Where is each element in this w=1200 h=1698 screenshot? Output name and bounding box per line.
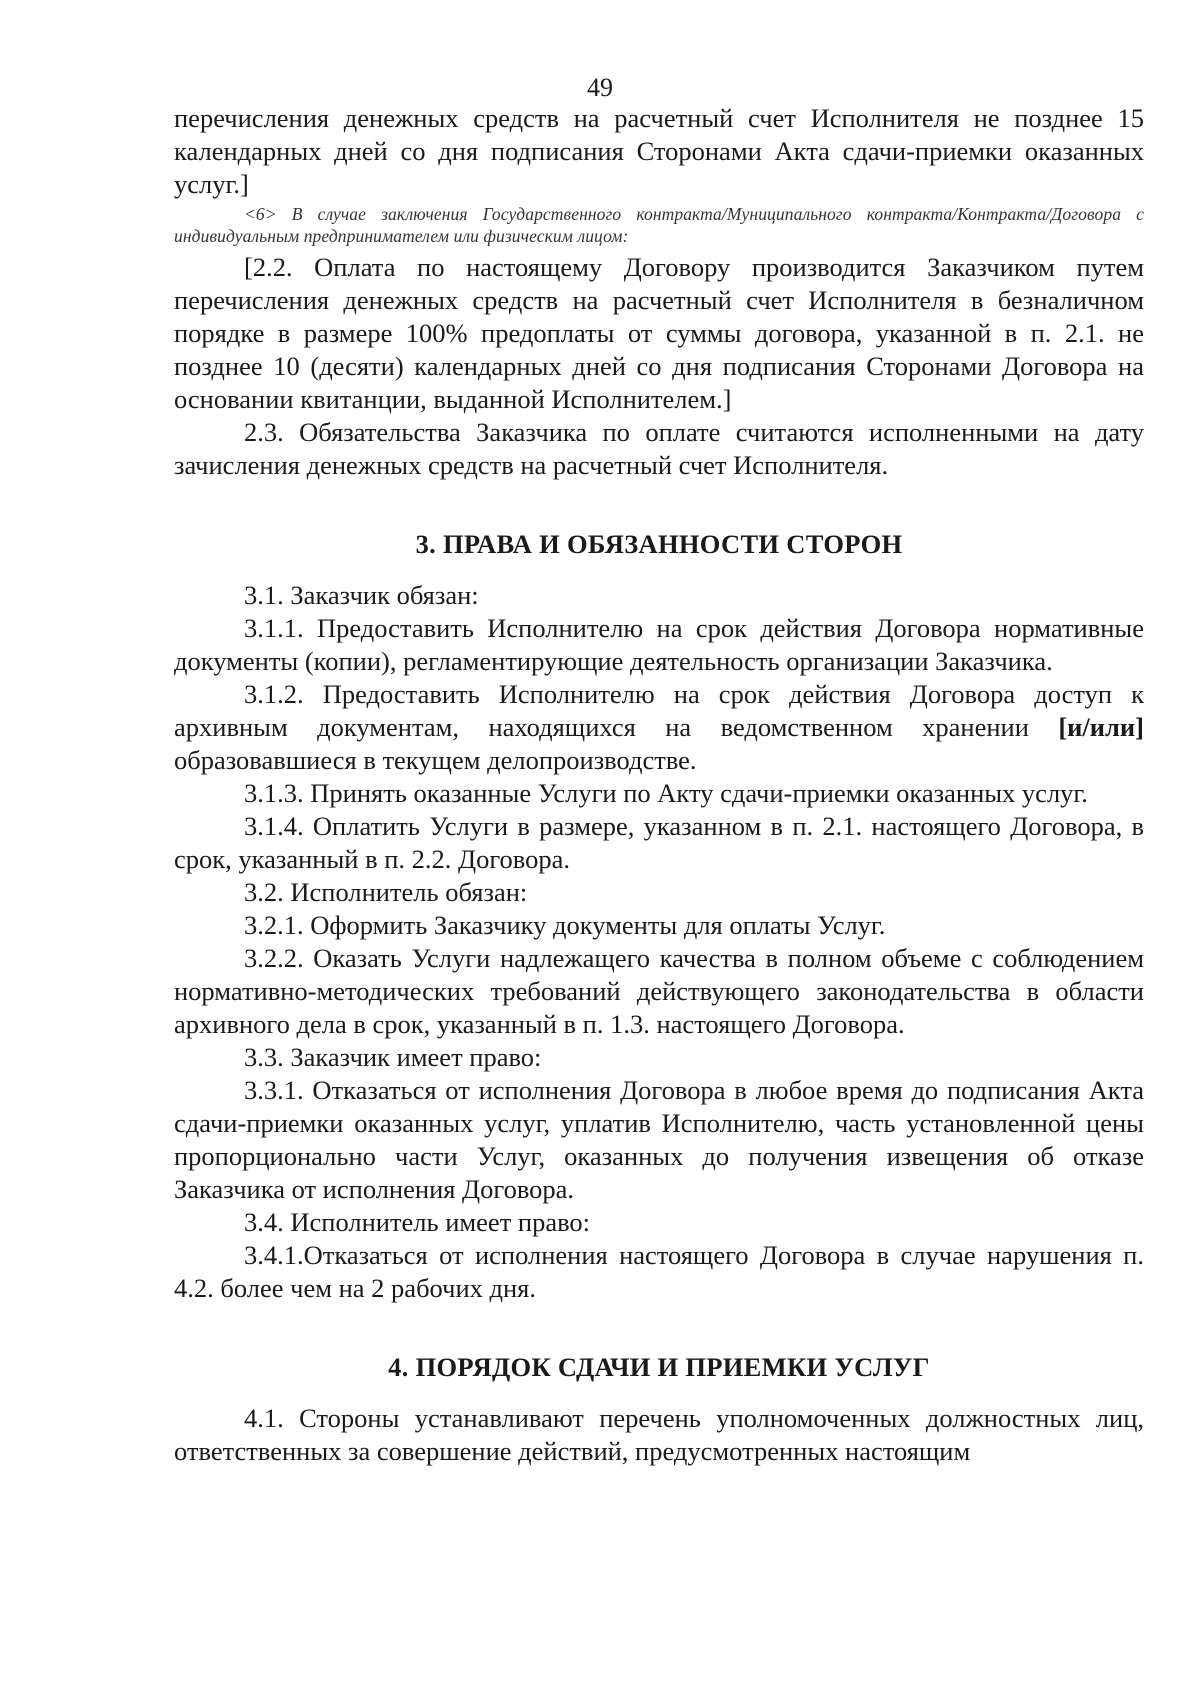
page-number: 49 — [587, 73, 613, 102]
paragraph-3-2-2: 3.2.2. Оказать Услуги надлежащего качества в полном объеме с соблюдением нормативно-методических требований действующего законодательства в области архивного дела в срок, указанный в п. 1.3. настоящего Договора. — [174, 943, 1144, 1039]
paragraph-3-1-4: 3.1.4. Оплатить Услуги в размере, указанном в п. 2.1. настоящего Договора, в срок, указанный в п. 2.2. Договора. — [174, 811, 1144, 874]
paragraph-3-1-2-bold: [и/или] — [1058, 712, 1144, 742]
paragraph-3-4-1: 3.4.1.Отказаться от исполнения настоящего Договора в случае нарушения п. 4.2. более чем на 2 рабочих дня. — [174, 1240, 1144, 1303]
paragraph-3-1: 3.1. Заказчик обязан: — [244, 580, 479, 610]
paragraph-payment-continuation: перечисления денежных средств на расчетный счет Исполнителя не позднее 15 календарных дней со дня подписания Сторонами Акта сдачи-приемки оказанных услуг.] — [174, 103, 1144, 199]
paragraph-3-1-3: 3.1.3. Принять оказанные Услуги по Акту сдачи-приемки оказанных услуг. — [244, 778, 1088, 808]
section-heading-4: 4. ПОРЯДОК СДАЧИ И ПРИЕМКИ УСЛУГ — [388, 1352, 930, 1382]
paragraph-3-1-2-text-after: образовавшиеся в текущем делопроизводстве. — [174, 745, 697, 775]
paragraph-3-3: 3.3. Заказчик имеет право: — [244, 1042, 542, 1072]
paragraph-3-1-2-text: 3.1.2. Предоставить Исполнителю на срок действия Договора доступ к архивным документам, находящихся на ведомственном хранении — [174, 679, 1144, 742]
document-body — [174, 102, 1144, 1468]
paragraph-2-2: [2.2. Оплата по настоящему Договору производится Заказчиком путем перечисления денежных средств на расчетный счет Исполнителя в безналичном порядке в размере 100% предоплаты от суммы договора, указанной в п. 2.1. не позднее 10 (десяти) календарных дней со дня подписания Сторонами Договора на основании квитанции, выданной Исполнителем.] — [174, 252, 1144, 414]
paragraph-3-2-1: 3.2.1. Оформить Заказчику документы для оплаты Услуг. — [244, 910, 886, 940]
section-heading-3: 3. ПРАВА И ОБЯЗАННОСТИ СТОРОН — [415, 529, 903, 559]
paragraph-3-2: 3.2. Исполнитель обязан: — [244, 877, 528, 907]
footnote-6: <6> В случае заключения Государственного контракта/Муниципального контракта/Контракта/Договора с индивидуальным предпринимателем или физическим лицом: — [174, 204, 1144, 246]
paragraph-3-3-1: 3.3.1. Отказаться от исполнения Договора в любое время до подписания Акта сдачи-приемки оказанных услуг, уплатив Исполнителю, часть установленной цены пропорционально части Услуг, оказанных до получения извещения об отказе Заказчика от исполнения Договора. — [174, 1075, 1144, 1204]
paragraph-2-3: 2.3. Обязательства Заказчика по оплате считаются исполненными на дату зачисления денежных средств на расчетный счет Исполнителя. — [174, 417, 1144, 480]
paragraph-3-1-2 — [174, 678, 1144, 777]
paragraph-4-1: 4.1. Стороны устанавливают перечень уполномоченных должностных лиц, ответственных за совершение действий, предусмотренных настоящим — [174, 1403, 1144, 1466]
paragraph-3-1-1: 3.1.1. Предоставить Исполнителю на срок действия Договора нормативные документы (копии), регламентирующие деятельность организации Заказчика. — [174, 613, 1144, 676]
paragraph-3-4: 3.4. Исполнитель имеет право: — [244, 1207, 591, 1237]
